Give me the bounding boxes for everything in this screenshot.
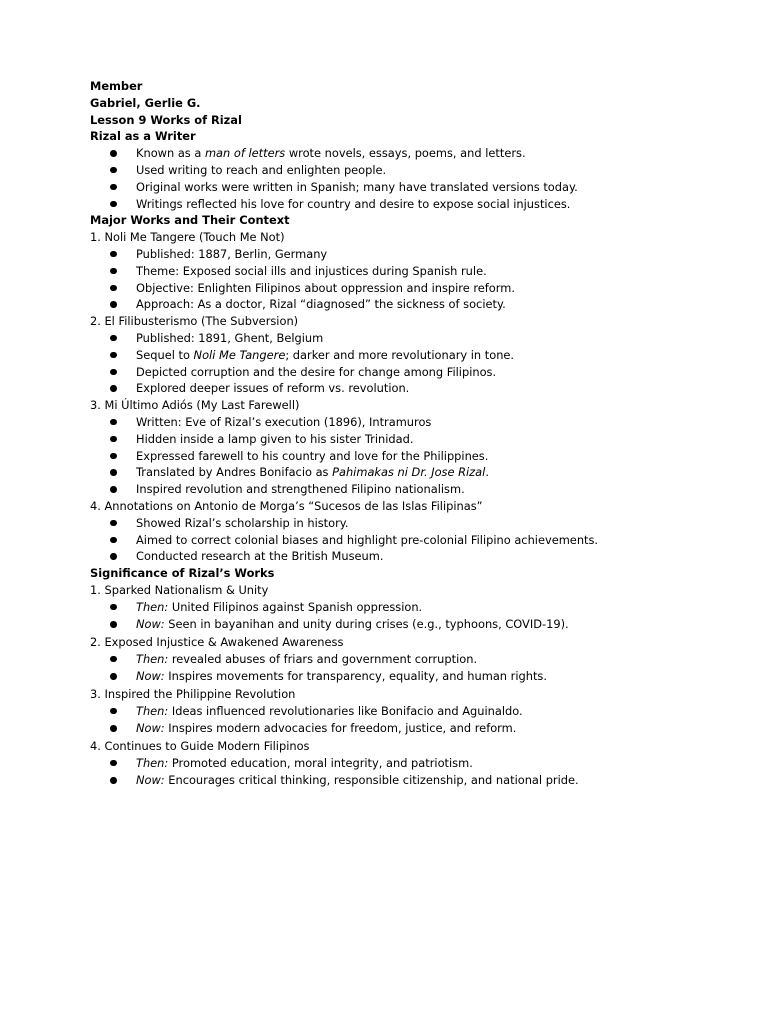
work-title: 3. Mi Último Adiós (My Last Farewell) xyxy=(90,398,300,413)
significance-title: 3. Inspired the Philippine Revolution xyxy=(90,686,296,701)
list-item: Now: Seen in bayanihan and unity during crises (e.g., typhoons, COVID-19). xyxy=(90,616,730,634)
list-item: Then: United Filipinos against Spanish oppression. xyxy=(90,599,730,617)
bullet-icon xyxy=(110,537,117,544)
bullet-icon xyxy=(110,621,117,628)
bullet-icon xyxy=(110,673,117,680)
list-item: Known as a man of letters wrote novels, essays, poems, and letters. xyxy=(90,145,730,162)
list-item: Conducted research at the British Museum. xyxy=(90,548,730,565)
list-item: Writings reflected his love for country and desire to expose social injustices. xyxy=(90,196,730,213)
bullet-icon xyxy=(110,369,117,376)
significance-title: 1. Sparked Nationalism & Unity xyxy=(90,582,269,597)
bullet-icon xyxy=(110,520,117,527)
bullet-icon xyxy=(110,656,117,663)
bullet-icon xyxy=(110,150,117,157)
member-name: Gabriel, Gerlie G. xyxy=(90,95,201,110)
list-item: Hidden inside a lamp given to his sister Trinidad. xyxy=(90,431,730,448)
bullet-icon xyxy=(110,760,117,767)
bullet-icon xyxy=(110,553,117,560)
list-item: Expressed farewell to his country and love for the Philippines. xyxy=(90,448,730,465)
significance-title: 2. Exposed Injustice & Awakened Awareness xyxy=(90,634,344,649)
bullet-icon xyxy=(110,725,117,732)
list-item: Inspired revolution and strengthened Filipino nationalism. xyxy=(90,481,730,498)
bullet-icon xyxy=(110,469,117,476)
work-title: 1. Noli Me Tangere (Touch Me Not) xyxy=(90,230,285,245)
section-heading-major-works: Major Works and Their Context xyxy=(90,213,290,228)
bullet-icon xyxy=(110,419,117,426)
list-item: Used writing to reach and enlighten people. xyxy=(90,162,730,179)
bullet-icon xyxy=(110,352,117,359)
list-item: Aimed to correct colonial biases and highlight pre-colonial Filipino achievements. xyxy=(90,532,730,549)
lesson-title: Lesson 9 Works of Rizal xyxy=(90,112,242,127)
list-item: Objective: Enlighten Filipinos about oppression and inspire reform. xyxy=(90,280,730,297)
list-item: Sequel to Noli Me Tangere; darker and more revolutionary in tone. xyxy=(90,347,730,364)
section-heading-significance: Significance of Rizal’s Works xyxy=(90,566,275,581)
bullet-icon xyxy=(110,453,117,460)
list-item: Depicted corruption and the desire for change among Filipinos. xyxy=(90,364,730,381)
bullet-icon xyxy=(110,167,117,174)
document-page xyxy=(90,78,730,790)
bullet-icon xyxy=(110,708,117,715)
bullet-icon xyxy=(110,268,117,275)
work-title: 4. Annotations on Antonio de Morga’s “Sucesos de las Islas Filipinas” xyxy=(90,498,483,513)
section-heading-writer: Rizal as a Writer xyxy=(90,129,196,144)
bullet-icon xyxy=(110,385,117,392)
list-item: Published: 1887, Berlin, Germany xyxy=(90,246,730,263)
list-item: Written: Eve of Rizal’s execution (1896), Intramuros xyxy=(90,414,730,431)
list-item: Theme: Exposed social ills and injustices during Spanish rule. xyxy=(90,263,730,280)
list-item: Published: 1891, Ghent, Belgium xyxy=(90,330,730,347)
bullet-icon xyxy=(110,335,117,342)
bullet-icon xyxy=(110,301,117,308)
list-item: Explored deeper issues of reform vs. revolution. xyxy=(90,380,730,397)
list-item: Original works were written in Spanish; many have translated versions today. xyxy=(90,179,730,196)
list-item: Then: Ideas influenced revolutionaries like Bonifacio and Aguinaldo. xyxy=(90,703,730,721)
list-item: Translated by Andres Bonifacio as Pahimakas ni Dr. Jose Rizal. xyxy=(90,464,730,481)
list-item: Now: Inspires movements for transparency, equality, and human rights. xyxy=(90,668,730,686)
list-item: Now: Encourages critical thinking, responsible citizenship, and national pride. xyxy=(90,772,730,790)
bullet-icon xyxy=(110,604,117,611)
bullet-icon xyxy=(110,184,117,191)
work-title: 2. El Filibusterismo (The Subversion) xyxy=(90,314,299,329)
list-item: Now: Inspires modern advocacies for freedom, justice, and reform. xyxy=(90,720,730,738)
bullet-icon xyxy=(110,251,117,258)
list-item: Then: Promoted education, moral integrity, and patriotism. xyxy=(90,755,730,773)
bullet-icon xyxy=(110,777,117,784)
list-item: Showed Rizal’s scholarship in history. xyxy=(90,515,730,532)
bullet-icon xyxy=(110,486,117,493)
list-item: Then: revealed abuses of friars and government corruption. xyxy=(90,651,730,669)
member-label: Member xyxy=(90,79,143,93)
bullet-icon xyxy=(110,285,117,292)
significance-title: 4. Continues to Guide Modern Filipinos xyxy=(90,738,310,753)
bullet-icon xyxy=(110,436,117,443)
bullet-icon xyxy=(110,201,117,208)
list-item: Approach: As a doctor, Rizal “diagnosed” the sickness of society. xyxy=(90,296,730,313)
